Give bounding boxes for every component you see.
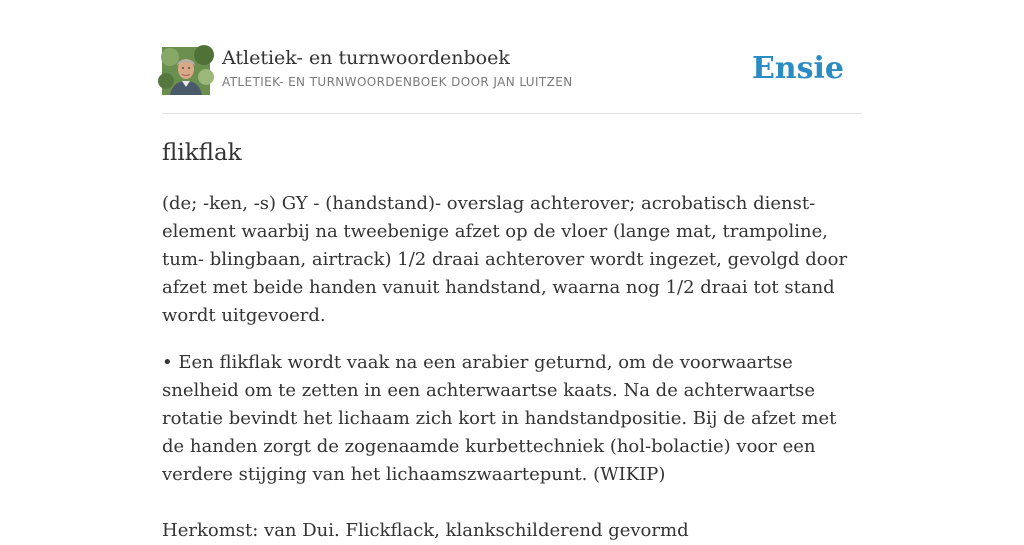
author-photo-icon	[162, 47, 210, 95]
entry-origin: Herkomst: van Dui. Flickflack, klankschilderend gevormd	[162, 520, 689, 541]
ensie-logo-link[interactable]: Ensie	[751, 51, 844, 86]
entry-headword: flikflak	[162, 140, 242, 166]
entry-content	[162, 134, 862, 545]
site-title-link[interactable]: Atletiek- en turnwoordenboek	[222, 47, 510, 69]
site-subtitle: ATLETIEK- EN TURNWOORDENBOEK DOOR JAN LUITZEN	[222, 75, 573, 89]
entry-definition: (de; -ken, -s) GY - (handstand)- overslag achterover; acrobatisch dienst-element waarbij na tweebenige afzet op de vloer (lange mat, trampoline, tum- blingbaan, airtrack) 1/2 draai achterover wordt ingezet, gevolgd door afzet met beide handen vanuit handstand, waarna nog 1/2 draai tot stand wordt uitgevoerd.	[162, 193, 848, 326]
author-avatar[interactable]	[162, 47, 210, 95]
entry-note: • Een flikflak wordt vaak na een arabier geturnd, om de voorwaartse snelheid om te zetten in een achterwaartse kaats. Na de achterwaartse rotatie bevindt het lichaam zich kort in handstandpositie. Bij de afzet met de handen zorgt de zogenaamde kurbettechniek (hol-bolactie) voor een verdere stijging van het lichaamszwaartepunt. (WIKIP)	[162, 352, 837, 485]
header	[162, 46, 862, 114]
